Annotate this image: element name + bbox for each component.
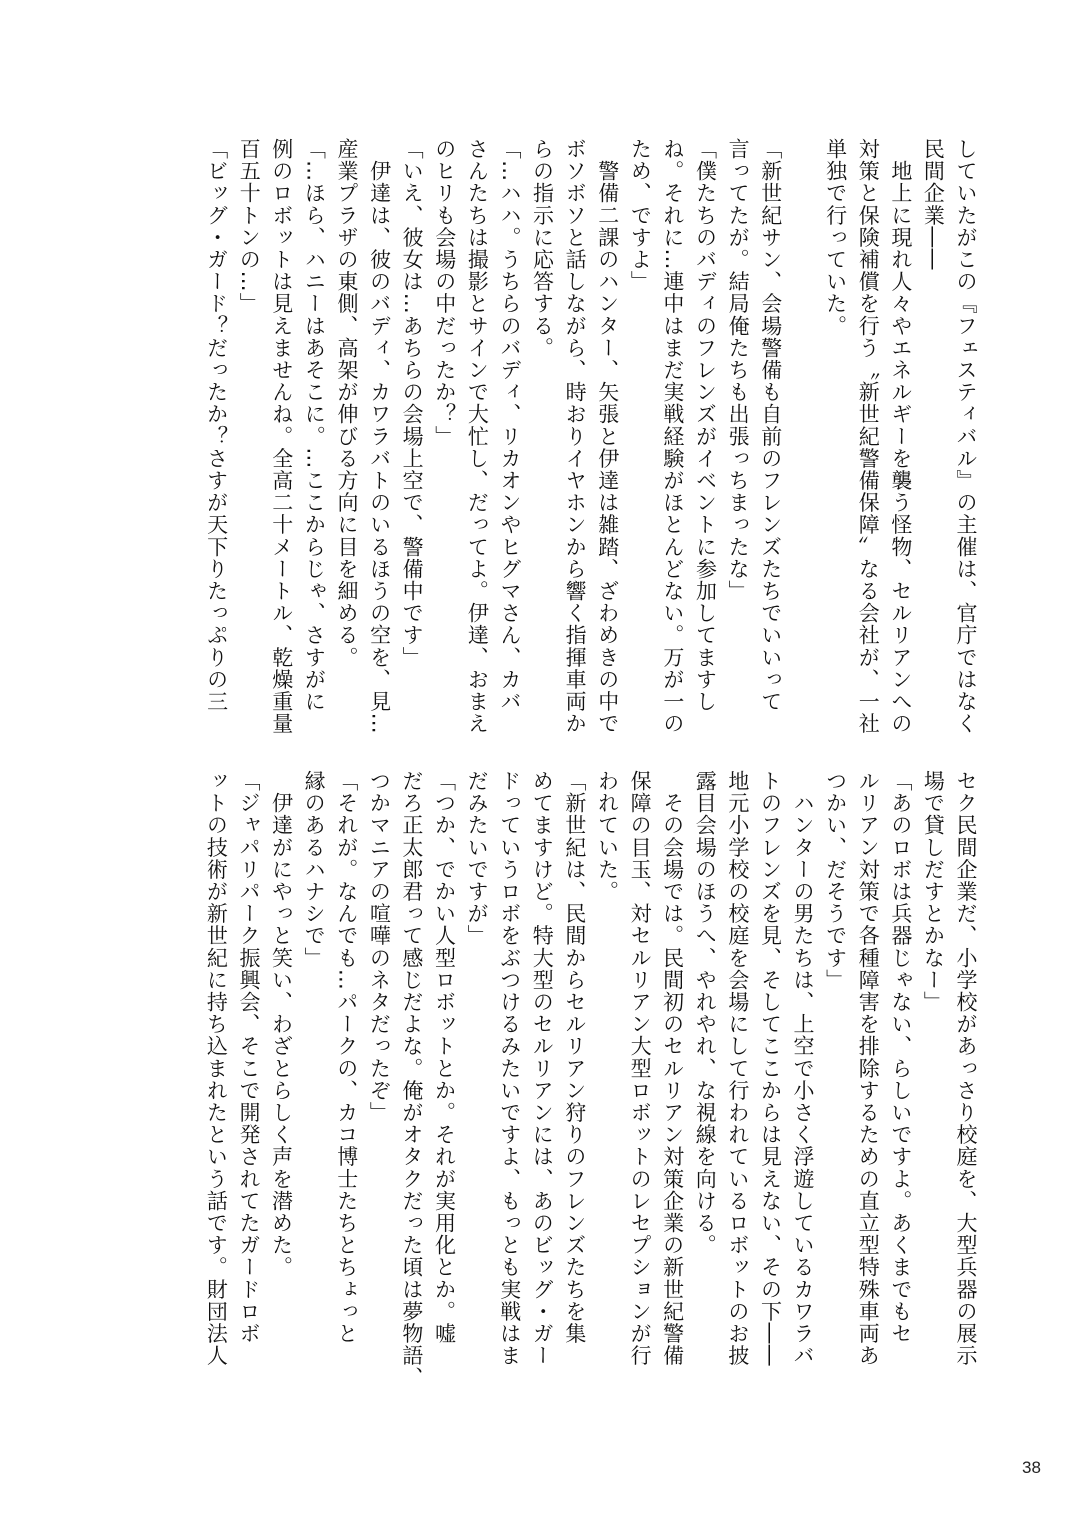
text-block-top (200, 138, 982, 738)
text-column: 「…ハハ。うちらのバディ、リカオンやヒグマさん、カバ (497, 138, 522, 713)
text-column: 「新世紀は、民間からセルリアン狩りのフレンズたちを集 (562, 770, 587, 1345)
text-column: セク民間企業だ、小学校があっさり校庭を、大型兵器の展示 (954, 770, 978, 1367)
text-column: のヒリも会場の中だったか？」 (432, 138, 457, 448)
text-column: 百五十トンの…」 (237, 138, 262, 315)
text-column: 「ビッグ・ガード？だったか？さすが天下りたっぷりの三 (204, 138, 229, 713)
text-column: 例のロボットは見えませんね。全高二十メートル、乾燥重量 (269, 138, 294, 735)
text-column: 伊達は、彼のバディ、カワラバトのいるほうの空を、見… (367, 138, 392, 735)
text-column: われていた。 (595, 770, 620, 903)
text-column: だみたいですが」 (465, 770, 490, 947)
text-column: 産業プラザの東側、高架が伸びる方向に目を細める。 (334, 138, 359, 669)
text-column: していたがこの『フェスティバル』の主催は、官庁ではなく (954, 138, 978, 735)
text-column: 「新世紀サン、会場警備も自前のフレンズたちでいいって (758, 138, 783, 713)
text-column: めてますけど。特大型のセルリアンには、あのビッグ・ガー (530, 770, 555, 1367)
text-column: ドっていうロボをぶつけるみたいですよ、もっとも実戦はま (497, 770, 522, 1367)
text-column: 「いえ、彼女は…あちらの会場上空で、警備中です」 (400, 138, 425, 669)
text-column: 縁のあるハナシで」 (302, 770, 327, 969)
text-column: ットの技術が新世紀に持ち込まれたという話です。財団法人 (204, 770, 229, 1367)
text-column: 露目会場のほうへ、やれやれ、な視線を向ける。 (693, 770, 718, 1257)
text-column: 「あのロボは兵器じゃない、らしいですよ。あくまでもセ (888, 770, 913, 1345)
text-column: ため、ですよ」 (628, 138, 653, 293)
text-column: だろ正太郎君って感じだよな。俺がオタクだった頃は夢物語、 (399, 770, 424, 1389)
text-column: 「それが。なんでも…パークの、カコ博士たちとちょっと (334, 770, 359, 1345)
text-column (787, 138, 819, 738)
text-column: つかマニアの喧嘩のネタだったぞ」 (367, 770, 392, 1124)
text-column: さんたちは撮影とサインで大忙し、だってよ。伊達、おまえ (465, 138, 490, 735)
page-number: 38 (1022, 1458, 1041, 1477)
text-column: 警備二課のハンター、矢張と伊達は雑踏、ざわめきの中で (595, 138, 620, 735)
text-column: 保障の目玉、対セルリアン大型ロボットのレセプションが行 (628, 770, 653, 1367)
text-column: らの指示に応答する。 (530, 138, 555, 359)
text-column: 「…ほら、ハニーはあそこに。…ここからじゃ、さすがに (302, 138, 327, 713)
text-column: 「僕たちのバディのフレンズがイベントに参加してますし (693, 138, 718, 713)
text-column: 民間企業―― (921, 138, 946, 271)
text-column: トのフレンズを見、そしてここからは見えない、その下―― (758, 770, 783, 1367)
text-column: ね。それに…連中はまだ実戦経験がほとんどない。万が一の (660, 138, 685, 735)
text-column: 「ジャパリパーク振興会、そこで開発されてたガードロボ (236, 770, 261, 1345)
text-column: つかい、だそうです」 (823, 770, 848, 991)
text-column: 場で貸しだすとかなー」 (921, 770, 946, 1014)
text-column: ボソボソと話しながら、時おりイヤホンから響く指揮車両か (563, 138, 588, 735)
text-column: その会場では。民間初のセルリアン対策企業の新世紀警備 (660, 770, 685, 1367)
text-column: 単独で行っていた。 (823, 138, 848, 337)
text-column: 地元小学校の校庭を会場にして行われているロボットのお披 (725, 770, 750, 1367)
text-column: 「つか、でかい人型ロボットとか。それが実用化とか。嘘 (432, 770, 457, 1345)
text-block-bottom (200, 770, 982, 1389)
text-column: 地上に現れ人々やエネルギーを襲う怪物、セルリアンへの (888, 138, 913, 735)
text-column: ルリアン対策で各種障害を排除するための直立型特殊車両あ (856, 770, 881, 1367)
text-column: 対策と保険補償を行う〝新世紀警備保障〟なる会社が、一社 (856, 138, 881, 735)
text-column: 伊達がにやっと笑い、わざとらしく声を潜めた。 (269, 770, 294, 1279)
text-column: ハンターの男たちは、上空で小さく浮遊しているカワラバ (791, 770, 816, 1367)
text-column: 言ってたが。結局俺たちも出張っちまったな」 (726, 138, 751, 603)
